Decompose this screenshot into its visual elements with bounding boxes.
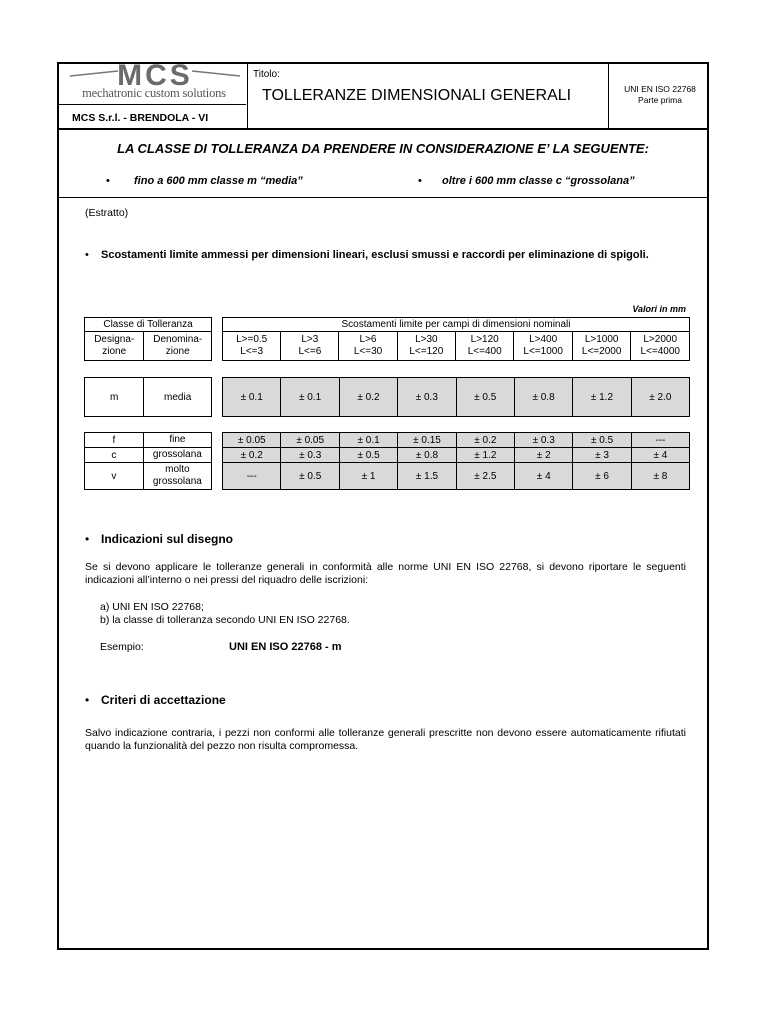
requirement-a: a) UNI EN ISO 22768; — [100, 601, 204, 613]
section2-heading — [85, 532, 233, 546]
tolerance-class-headline: LA CLASSE DI TOLLERANZA DA PRENDERE IN CONSIDERAZIONE E’ LA SEGUENTE: — [117, 141, 649, 156]
range-low: L>=0.5 — [236, 334, 268, 345]
range-low: L>400 — [529, 334, 558, 345]
tolerance-value-cell: ± 6 — [573, 463, 631, 490]
section2-paragraph: Se si devono applicare le tolleranze generali in conformità alle norme UNI EN ISO 22768, si devono riportare le seguenti indicazioni all’interno o nei pressi del riquadro delle iscrizioni: — [85, 561, 686, 586]
header-divider — [57, 128, 709, 130]
range-low: L>1000 — [584, 334, 619, 345]
range-high: L<=1000 — [523, 346, 563, 357]
title-label: Titolo: — [253, 69, 280, 80]
tolerance-value-cell: ± 1.2 — [573, 378, 631, 417]
section1-text: Scostamenti limite ammessi per dimensioni lineari, esclusi smussi e raccordi per eliminazione di spigoli. — [101, 249, 649, 261]
tolerance-value-cell: ± 0.5 — [456, 378, 514, 417]
tolerance-value-cell: ± 0.1 — [281, 378, 339, 417]
range-header-cell — [281, 332, 339, 361]
tolerance-value-cell: ± 0.1 — [339, 433, 397, 448]
bullet-dot-icon: • — [106, 175, 110, 187]
requirement-b: b) la classe di tolleranza secondo UNI EN ISO 22768. — [100, 614, 350, 626]
table-row — [223, 433, 690, 448]
section3-paragraph: Salvo indicazione contraria, i pezzi non conformi alle tolleranze generali prescritte non devono essere automaticamente rifiutati quando la funzionalità del pezzo non risulta compromessa. — [85, 727, 686, 752]
tolerance-value-cell: ± 2.0 — [631, 378, 689, 417]
header-separator-left — [247, 62, 248, 128]
tolerance-value-cell: ± 0.5 — [281, 463, 339, 490]
tolerance-value-cell: ± 1 — [339, 463, 397, 490]
example-label: Esempio: — [100, 641, 144, 653]
other-classes-values-table — [222, 432, 690, 490]
tolerance-value-cell: ± 0.8 — [398, 448, 456, 463]
tolerance-value-cell: ± 3 — [573, 448, 631, 463]
bullet-dot-icon: • — [85, 693, 90, 707]
tolerance-value-cell: ± 0.2 — [223, 448, 281, 463]
range-header-cell — [456, 332, 514, 361]
tolerance-value-cell: ± 0.1 — [223, 378, 281, 417]
tolerance-value-cell: ± 0.2 — [339, 378, 397, 417]
range-low: L>6 — [359, 334, 377, 345]
class-denomination: fine — [143, 433, 211, 448]
range-high: L<=30 — [353, 346, 383, 357]
section3-heading-text: Criteri di accettazione — [101, 693, 226, 707]
range-high: L<=4000 — [640, 346, 680, 357]
tolerance-value-cell: ± 4 — [631, 448, 689, 463]
tolerance-value-cell: ± 0.2 — [456, 433, 514, 448]
norm-reference — [612, 84, 708, 106]
tolerance-value-cell: ± 1.2 — [456, 448, 514, 463]
table-row — [223, 463, 690, 490]
range-low: L>2000 — [643, 334, 678, 345]
tolerance-value-cell: ± 0.8 — [514, 378, 572, 417]
class-header: Classe di Tolleranza — [85, 318, 212, 332]
col-designation: Designa-zione — [85, 332, 144, 361]
intro-divider — [57, 197, 709, 198]
bullet-dot-icon: • — [85, 532, 90, 546]
tolerance-value-cell: ± 0.05 — [223, 433, 281, 448]
range-high: L<=120 — [409, 346, 444, 357]
norm-part: Parte prima — [638, 95, 682, 105]
table-row — [85, 448, 212, 463]
tolerance-value-cell: --- — [223, 463, 281, 490]
tolerance-value-cell: ± 0.3 — [398, 378, 456, 417]
other-classes-label-table — [84, 432, 212, 490]
units-note: Valori in mm — [632, 304, 686, 314]
tolerance-value-cell: ± 0.3 — [281, 448, 339, 463]
class-designation: v — [85, 463, 144, 490]
example-value: UNI EN ISO 22768 - m — [229, 641, 342, 653]
tolerance-value-cell: ± 8 — [631, 463, 689, 490]
company-name: MCS S.r.l. - BRENDOLA - VI — [72, 112, 209, 124]
tolerance-value-cell: ± 1.5 — [398, 463, 456, 490]
range-header-cell — [339, 332, 397, 361]
table-row — [223, 448, 690, 463]
range-header-cell — [631, 332, 690, 361]
main-denomination: media — [144, 378, 212, 417]
tolerance-value-cell: ± 0.05 — [281, 433, 339, 448]
tolerance-value-cell: ± 0.5 — [573, 433, 631, 448]
bullet-left-text: fino a 600 mm classe m “media” — [134, 175, 303, 187]
tolerance-value-cell: ± 2 — [515, 448, 573, 463]
tolerance-value-cell: ± 0.5 — [339, 448, 397, 463]
bullet-dot-icon: • — [418, 175, 422, 187]
logo-divider — [59, 104, 246, 105]
section1-bullet — [85, 248, 686, 263]
range-high: L<=2000 — [581, 346, 622, 357]
section3-heading — [85, 693, 226, 707]
tolerance-value-cell: ± 2.5 — [456, 463, 514, 490]
class-denomination: grossolana — [143, 448, 211, 463]
main-designation: m — [85, 378, 144, 417]
range-high: L<=6 — [298, 346, 322, 357]
header-separator-right — [608, 62, 609, 128]
range-low: L>3 — [301, 334, 319, 345]
main-class-label-table — [84, 377, 212, 417]
range-low: L>120 — [470, 334, 499, 345]
page-frame — [57, 62, 709, 950]
class-designation: c — [85, 448, 144, 463]
ranges-header-table — [222, 317, 690, 361]
tolerance-value-cell: ± 0.15 — [398, 433, 456, 448]
class-designation: f — [85, 433, 144, 448]
svg-text:MCS: MCS — [117, 62, 193, 92]
range-low: L>30 — [415, 334, 438, 345]
main-class-values-table — [222, 377, 690, 417]
table-row — [85, 463, 212, 490]
range-header-cell — [514, 332, 573, 361]
page-title: TOLLERANZE DIMENSIONALI GENERALI — [262, 87, 572, 104]
col-denomination: Denomina-zione — [144, 332, 212, 361]
logo-subtitle: mechatronic custom solutions — [82, 86, 226, 100]
bullet-dot-icon: • — [85, 249, 89, 261]
tolerance-value-cell: --- — [631, 433, 689, 448]
range-high: L<=3 — [240, 346, 264, 357]
tolerance-value-cell: ± 4 — [515, 463, 573, 490]
range-header-cell — [397, 332, 455, 361]
section2-heading-text: Indicazioni sul disegno — [101, 532, 234, 546]
bullet-over-600 — [418, 175, 635, 187]
class-header-table — [84, 317, 212, 361]
tolerance-value-cell: ± 0.3 — [515, 433, 573, 448]
range-header-cell — [223, 332, 281, 361]
range-high: L<=400 — [467, 346, 502, 357]
extract-note: (Estratto) — [85, 207, 129, 219]
bullet-up-to-600 — [106, 175, 303, 187]
class-denomination: molto grossolana — [143, 463, 211, 490]
bullet-right-text: oltre i 600 mm classe c “grossolana” — [442, 175, 635, 187]
ranges-header: Scostamenti limite per campi di dimensioni nominali — [223, 318, 690, 332]
range-header-cell — [572, 332, 631, 361]
norm-code: UNI EN ISO 22768 — [624, 84, 696, 94]
table-row — [85, 433, 212, 448]
